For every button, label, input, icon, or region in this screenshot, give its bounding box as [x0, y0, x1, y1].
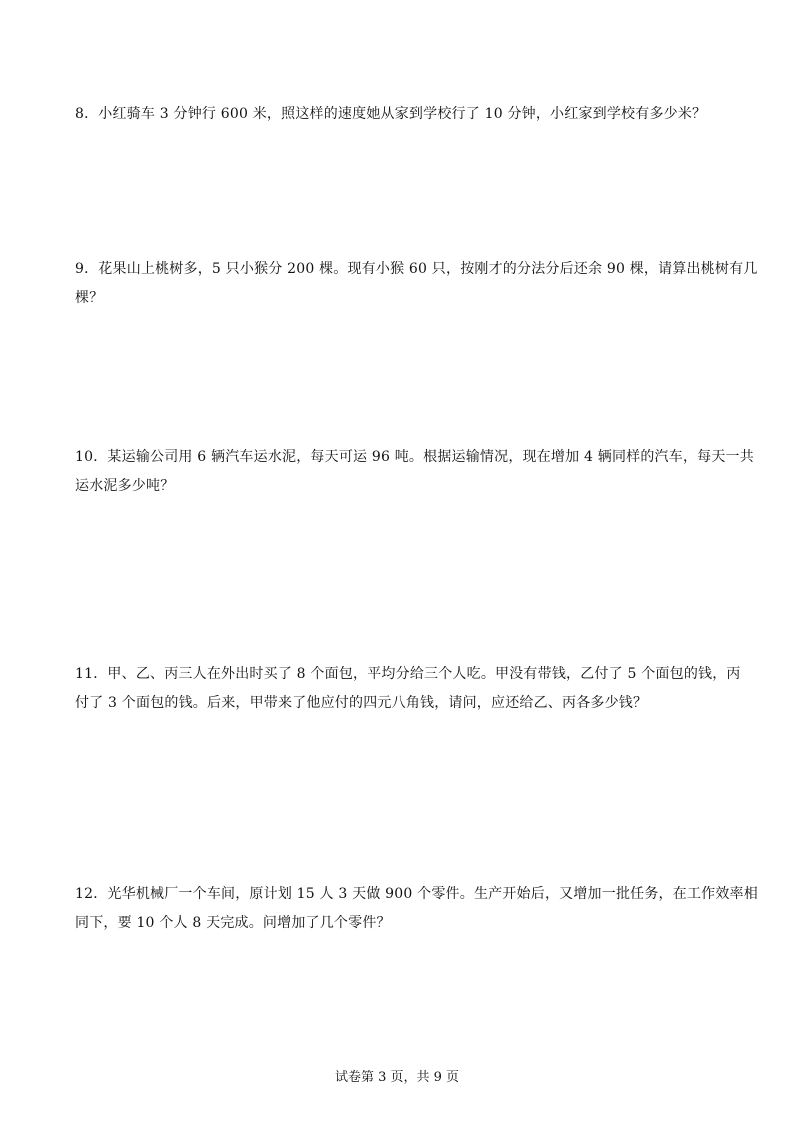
- question-12: [75, 880, 758, 938]
- question-11-line-1: 11．甲、乙、丙三人在外出时买了 8 个面包，平均分给三个人吃。甲没有带钱，乙付了 5 个面包的钱，丙: [75, 666, 741, 682]
- question-11-line-2: 付了 3 个面包的钱。后来，甲带来了他应付的四元八角钱，请问，应还给乙、丙各多少钱？: [75, 695, 648, 711]
- question-10-line-2: 运水泥多少吨？: [75, 478, 175, 494]
- question-8: [75, 100, 725, 129]
- question-12-line-2: 同下，要 10 个人 8 天完成。问增加了几个零件？: [75, 915, 391, 931]
- question-11: [75, 660, 741, 718]
- question-10: [75, 443, 754, 501]
- question-10-line-1: 10．某运输公司用 6 辆汽车运水泥，每天可运 96 吨。根据运输情况，现在增加 4 辆同样的汽车，每天一共: [75, 449, 754, 465]
- question-9: [75, 255, 758, 313]
- question-8-line-1: 8．小红骑车 3 分钟行 600 米，照这样的速度她从家到学校行了 10 分钟，小红家到学校有多少米？: [75, 106, 707, 122]
- page-footer: 试卷第 3 页，共 9 页: [334, 1070, 460, 1085]
- question-9-line-1: 9．花果山上桃树多，5 只小猴分 200 棵。现有小猴 60 只，按刚才的分法分后还余 90 棵，请算出桃树有几: [75, 261, 758, 277]
- question-12-line-1: 12．光华机械厂一个车间，原计划 15 人 3 天做 900 个零件。生产开始后，又增加一批任务，在工作效率相: [75, 886, 758, 902]
- question-9-line-2: 棵？: [75, 290, 104, 306]
